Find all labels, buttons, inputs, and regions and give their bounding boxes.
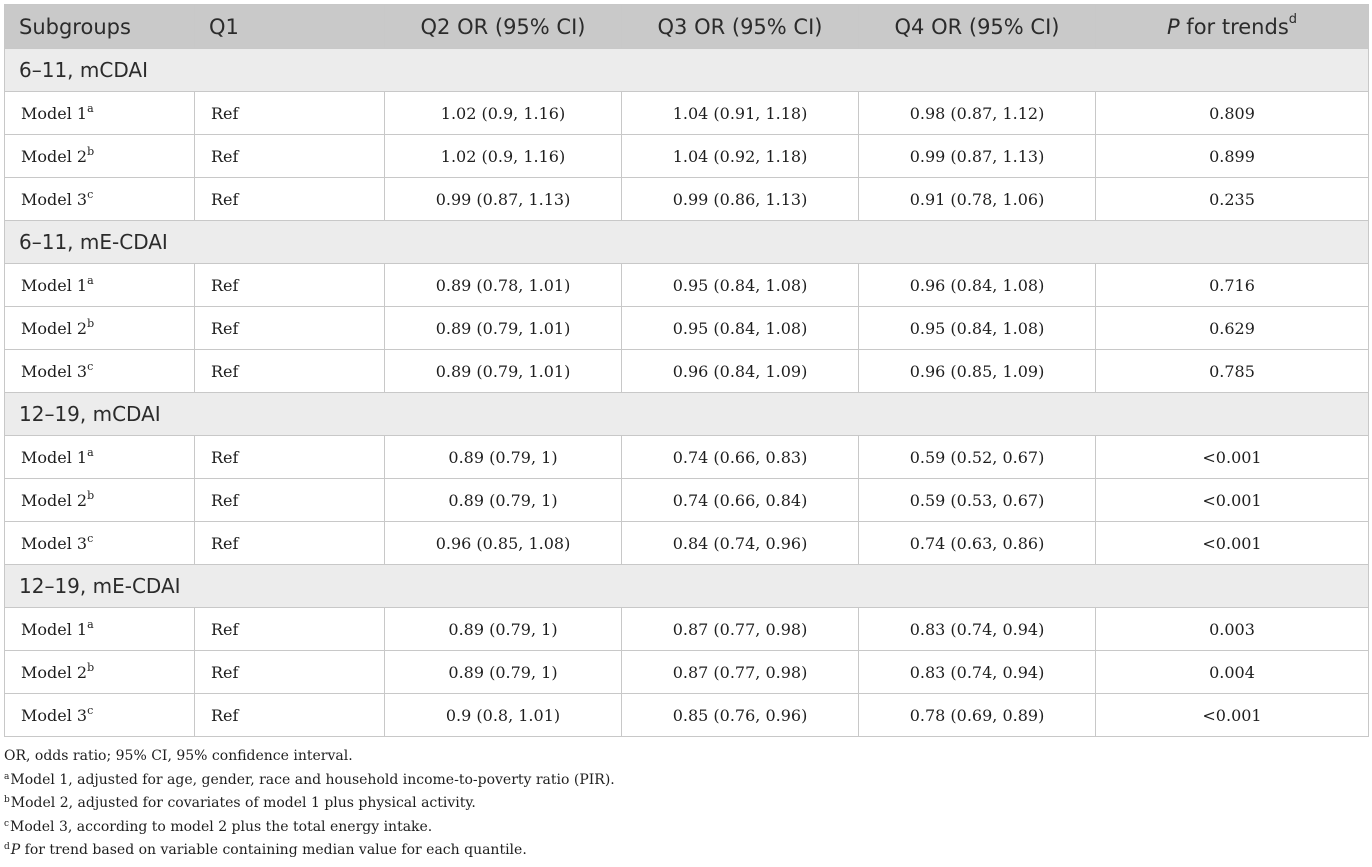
p-trend-cell: 0.235 [1096,178,1369,221]
header-q3: Q3 OR (95% CI) [622,5,859,49]
p-trend-cell: 0.899 [1096,135,1369,178]
q2-cell: 0.89 (0.79, 1) [385,436,622,479]
model-cell [5,307,195,350]
q2-cell: 0.89 (0.78, 1.01) [385,264,622,307]
header-p-sup: d [1288,11,1298,27]
table-row [5,135,1369,178]
group-row [5,49,1369,92]
table-body [5,49,1369,737]
q2-cell: 0.99 (0.87, 1.13) [385,178,622,221]
model-footnote-marker: b [87,316,95,330]
q4-cell: 0.74 (0.63, 0.86) [859,522,1096,565]
model-name: Model 1 [21,619,88,639]
q3-cell: 0.85 (0.76, 0.96) [622,694,859,737]
model-cell [5,522,195,565]
q1-cell: Ref [195,436,385,479]
header-p-italic: P [1166,14,1180,39]
model-footnote-marker: c [87,187,94,201]
model-name: Model 1 [21,275,88,295]
header-p-for-trends [1096,5,1369,49]
q3-cell: 0.74 (0.66, 0.83) [622,436,859,479]
model-footnote-marker: c [87,359,94,373]
footnote-b [4,792,1368,816]
q1-cell: Ref [195,608,385,651]
model-name: Model 2 [21,662,88,682]
q3-cell: 0.87 (0.77, 0.98) [622,651,859,694]
group-label: 12–19, mCDAI [5,393,1369,436]
model-name: Model 2 [21,318,88,338]
group-row [5,221,1369,264]
q1-cell: Ref [195,350,385,393]
q3-cell: 0.99 (0.86, 1.13) [622,178,859,221]
p-trend-cell: <0.001 [1096,694,1369,737]
q4-cell: 0.83 (0.74, 0.94) [859,651,1096,694]
model-footnote-marker: a [87,101,94,115]
header-p-text: for trends [1179,14,1289,39]
model-cell [5,694,195,737]
footnote-d [4,839,1368,863]
model-cell [5,436,195,479]
table-container [4,4,1368,863]
footnote-a-text: Model 1, adjusted for age, gender, race and household income-to-poverty ratio (PIR). [10,771,615,788]
model-name: Model 3 [21,705,88,725]
footnote-d-text: for trend based on variable containing median value for each quantile. [20,842,527,858]
table-row [5,651,1369,694]
model-footnote-marker: b [87,144,95,158]
q4-cell: 0.96 (0.84, 1.08) [859,264,1096,307]
q1-cell: Ref [195,92,385,135]
header-q4: Q4 OR (95% CI) [859,5,1096,49]
table-row [5,307,1369,350]
group-row [5,393,1369,436]
q2-cell: 0.89 (0.79, 1.01) [385,307,622,350]
model-footnote-marker: c [87,531,94,545]
q4-cell: 0.59 (0.53, 0.67) [859,479,1096,522]
model-name: Model 3 [21,361,88,381]
model-cell [5,479,195,522]
model-footnote-marker: a [87,445,94,459]
table-row [5,350,1369,393]
model-cell [5,608,195,651]
table-row [5,522,1369,565]
q3-cell: 1.04 (0.91, 1.18) [622,92,859,135]
group-label: 12–19, mE-CDAI [5,565,1369,608]
q3-cell: 0.84 (0.74, 0.96) [622,522,859,565]
model-footnote-marker: a [87,617,94,631]
model-name: Model 1 [21,447,88,467]
q4-cell: 0.83 (0.74, 0.94) [859,608,1096,651]
p-trend-cell: 0.785 [1096,350,1369,393]
q2-cell: 0.89 (0.79, 1.01) [385,350,622,393]
q1-cell: Ref [195,264,385,307]
header-q1: Q1 [195,5,385,49]
footnote-c-sup: c [4,818,10,829]
model-name: Model 2 [21,490,88,510]
table-row [5,178,1369,221]
group-label: 6–11, mE-CDAI [5,221,1369,264]
q3-cell: 0.87 (0.77, 0.98) [622,608,859,651]
model-cell [5,264,195,307]
table-row [5,694,1369,737]
q4-cell: 0.99 (0.87, 1.13) [859,135,1096,178]
p-trend-cell: 0.004 [1096,651,1369,694]
model-name: Model 2 [21,146,88,166]
q1-cell: Ref [195,479,385,522]
q3-cell: 0.96 (0.84, 1.09) [622,350,859,393]
p-trend-cell: 0.716 [1096,264,1369,307]
model-cell [5,92,195,135]
model-cell [5,178,195,221]
footnote-d-italic: P [10,842,21,858]
footnote-b-text: Model 2, adjusted for covariates of model 1 plus physical activity. [10,795,476,811]
footnote-a-sup: a [4,771,10,782]
table-row [5,479,1369,522]
q1-cell: Ref [195,522,385,565]
footnote-abbreviations: OR, odds ratio; 95% CI, 95% confidence interval. [4,748,353,764]
header-subgroups: Subgroups [5,5,195,49]
table-row [5,264,1369,307]
q4-cell: 0.95 (0.84, 1.08) [859,307,1096,350]
table-footnotes [4,745,1368,863]
group-row [5,565,1369,608]
model-cell [5,651,195,694]
footnote-c-text: Model 3, according to model 2 plus the total energy intake. [10,818,433,835]
footnote-c [4,816,1368,840]
q4-cell: 0.96 (0.85, 1.09) [859,350,1096,393]
group-label: 6–11, mCDAI [5,49,1369,92]
model-footnote-marker: b [87,488,95,502]
q2-cell: 0.96 (0.85, 1.08) [385,522,622,565]
model-footnote-marker: a [87,273,94,287]
model-footnote-marker: b [87,660,95,674]
q1-cell: Ref [195,178,385,221]
model-footnote-marker: c [87,703,94,717]
q3-cell: 0.95 (0.84, 1.08) [622,264,859,307]
results-table [4,4,1369,737]
model-cell [5,350,195,393]
p-trend-cell: 0.809 [1096,92,1369,135]
q3-cell: 1.04 (0.92, 1.18) [622,135,859,178]
p-trend-cell: <0.001 [1096,479,1369,522]
q2-cell: 1.02 (0.9, 1.16) [385,92,622,135]
footnote-a [4,769,1368,793]
q2-cell: 0.89 (0.79, 1) [385,651,622,694]
q4-cell: 0.98 (0.87, 1.12) [859,92,1096,135]
p-trend-cell: <0.001 [1096,522,1369,565]
q2-cell: 0.89 (0.79, 1) [385,479,622,522]
q3-cell: 0.95 (0.84, 1.08) [622,307,859,350]
table-row [5,436,1369,479]
model-name: Model 3 [21,189,88,209]
q2-cell: 1.02 (0.9, 1.16) [385,135,622,178]
q1-cell: Ref [195,307,385,350]
q4-cell: 0.59 (0.52, 0.67) [859,436,1096,479]
q1-cell: Ref [195,694,385,737]
p-trend-cell: 0.629 [1096,307,1369,350]
q4-cell: 0.78 (0.69, 0.89) [859,694,1096,737]
footnote-b-sup: b [4,795,10,805]
q4-cell: 0.91 (0.78, 1.06) [859,178,1096,221]
model-name: Model 1 [21,103,88,123]
q2-cell: 0.9 (0.8, 1.01) [385,694,622,737]
model-name: Model 3 [21,533,88,553]
q2-cell: 0.89 (0.79, 1) [385,608,622,651]
q1-cell: Ref [195,651,385,694]
q3-cell: 0.74 (0.66, 0.84) [622,479,859,522]
p-trend-cell: <0.001 [1096,436,1369,479]
footnote-d-sup: d [4,842,10,852]
header-row [5,5,1369,49]
header-q2: Q2 OR (95% CI) [385,5,622,49]
table-row [5,608,1369,651]
p-trend-cell: 0.003 [1096,608,1369,651]
table-row [5,92,1369,135]
model-cell [5,135,195,178]
q1-cell: Ref [195,135,385,178]
